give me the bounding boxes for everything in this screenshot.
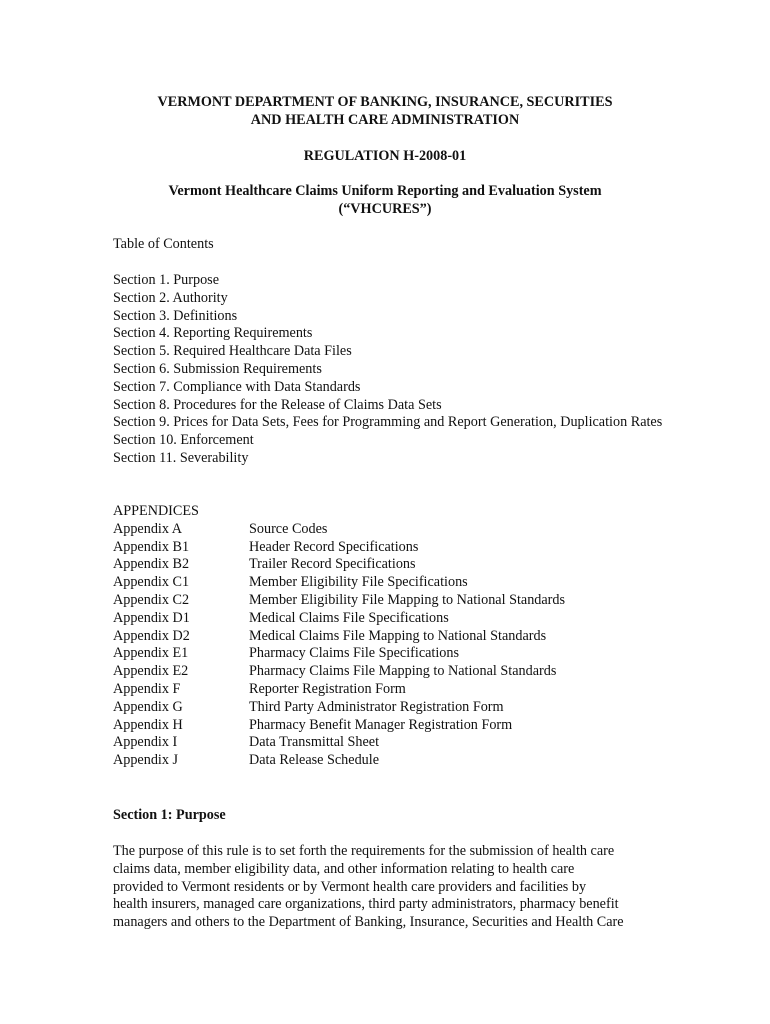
body-line: claims data, member eligibility data, and other information relating to health care	[113, 860, 575, 877]
toc-item: Section 10. Enforcement	[113, 432, 254, 449]
appendix-id: Appendix B1	[113, 538, 190, 555]
toc-item: Section 9. Prices for Data Sets, Fees for Programming and Report Generation, Duplication Rates	[113, 414, 663, 431]
appendix-description: Header Record Specifications	[249, 538, 419, 555]
appendix-id: Appendix B2	[113, 556, 190, 573]
appendix-id: Appendix D1	[113, 609, 190, 626]
department-heading	[0, 94, 770, 129]
appendix-description: Member Eligibility File Specifications	[249, 574, 468, 591]
toc-item: Section 2. Authority	[113, 289, 228, 306]
appendix-id: Appendix E2	[113, 663, 189, 680]
appendix-row	[113, 556, 565, 574]
body-line: The purpose of this rule is to set forth the requirements for the submission of health care	[113, 843, 615, 859]
department-line-1: VERMONT DEPARTMENT OF BANKING, INSURANCE, SECURITIES	[157, 94, 613, 110]
appendix-id: Appendix C2	[113, 591, 190, 608]
body-line: health insurers, managed care organizations, third party administrators, pharmacy benefit	[113, 896, 619, 913]
toc-title: Table of Contents	[113, 236, 214, 252]
toc-item: Section 1. Purpose	[113, 272, 220, 288]
appendix-id: Appendix J	[113, 752, 179, 769]
department-line-2: AND HEALTH CARE ADMINISTRATION	[250, 111, 520, 128]
appendix-id: Appendix F	[113, 680, 181, 697]
regulation-number	[0, 148, 770, 166]
appendices-heading: APPENDICES	[113, 503, 199, 519]
appendix-id: Appendix G	[113, 698, 183, 715]
appendix-description: Member Eligibility File Mapping to National Standards	[249, 591, 566, 608]
appendix-row	[113, 592, 565, 610]
appendix-description: Medical Claims File Mapping to National Standards	[249, 627, 547, 644]
regulation-title	[0, 183, 770, 218]
toc-item: Section 5. Required Healthcare Data Files	[113, 343, 352, 360]
appendix-description: Data Release Schedule	[249, 752, 379, 769]
appendix-row	[113, 663, 565, 681]
appendix-description: Pharmacy Benefit Manager Registration Form	[249, 716, 513, 733]
title-line-1: Vermont Healthcare Claims Uniform Reporting and Evaluation System	[168, 183, 602, 199]
toc-item: Section 8. Procedures for the Release of Claims Data Sets	[113, 396, 442, 413]
regulation-label: REGULATION H-2008-01	[303, 148, 467, 164]
appendix-row	[113, 717, 565, 735]
title-line-2: (“VHCURES”)	[338, 200, 432, 217]
appendix-description: Third Party Administrator Registration Form	[249, 698, 504, 715]
appendix-id: Appendix D2	[113, 627, 190, 644]
appendix-description: Reporter Registration Form	[249, 680, 406, 697]
toc-item: Section 3. Definitions	[113, 307, 238, 324]
appendix-row	[113, 734, 565, 752]
body-line: provided to Vermont residents or by Vermont health care providers and facilities by	[113, 878, 587, 895]
appendix-description: Source Codes	[249, 520, 328, 537]
section-1-heading: Section 1: Purpose	[113, 807, 226, 823]
appendix-row	[113, 645, 565, 663]
appendices-list	[113, 503, 565, 770]
appendix-row	[113, 574, 565, 592]
appendix-id: Appendix E1	[113, 645, 189, 662]
appendix-description: Trailer Record Specifications	[249, 556, 416, 573]
appendix-id: Appendix H	[113, 716, 183, 733]
toc-item: Section 4. Reporting Requirements	[113, 325, 313, 342]
appendix-id: Appendix A	[113, 520, 182, 537]
toc-list	[113, 272, 662, 468]
body-line: managers and others to the Department of Banking, Insurance, Securities and Health Care	[113, 914, 624, 931]
appendix-id: Appendix I	[113, 734, 178, 751]
appendix-row	[113, 610, 565, 628]
appendix-row	[113, 752, 565, 770]
appendix-row	[113, 628, 565, 646]
appendix-id: Appendix C1	[113, 574, 190, 591]
toc-item: Section 6. Submission Requirements	[113, 360, 322, 377]
appendix-description: Pharmacy Claims File Mapping to National Standards	[249, 663, 557, 680]
appendix-row	[113, 699, 565, 717]
section-1-body	[113, 843, 673, 932]
appendix-description: Medical Claims File Specifications	[249, 609, 449, 626]
appendix-description: Pharmacy Claims File Specifications	[249, 645, 460, 662]
toc-item: Section 11. Severability	[113, 449, 249, 466]
appendix-row	[113, 539, 565, 557]
toc-item: Section 7. Compliance with Data Standards	[113, 378, 361, 395]
appendix-row	[113, 521, 565, 539]
appendix-row	[113, 681, 565, 699]
appendix-description: Data Transmittal Sheet	[249, 734, 380, 751]
